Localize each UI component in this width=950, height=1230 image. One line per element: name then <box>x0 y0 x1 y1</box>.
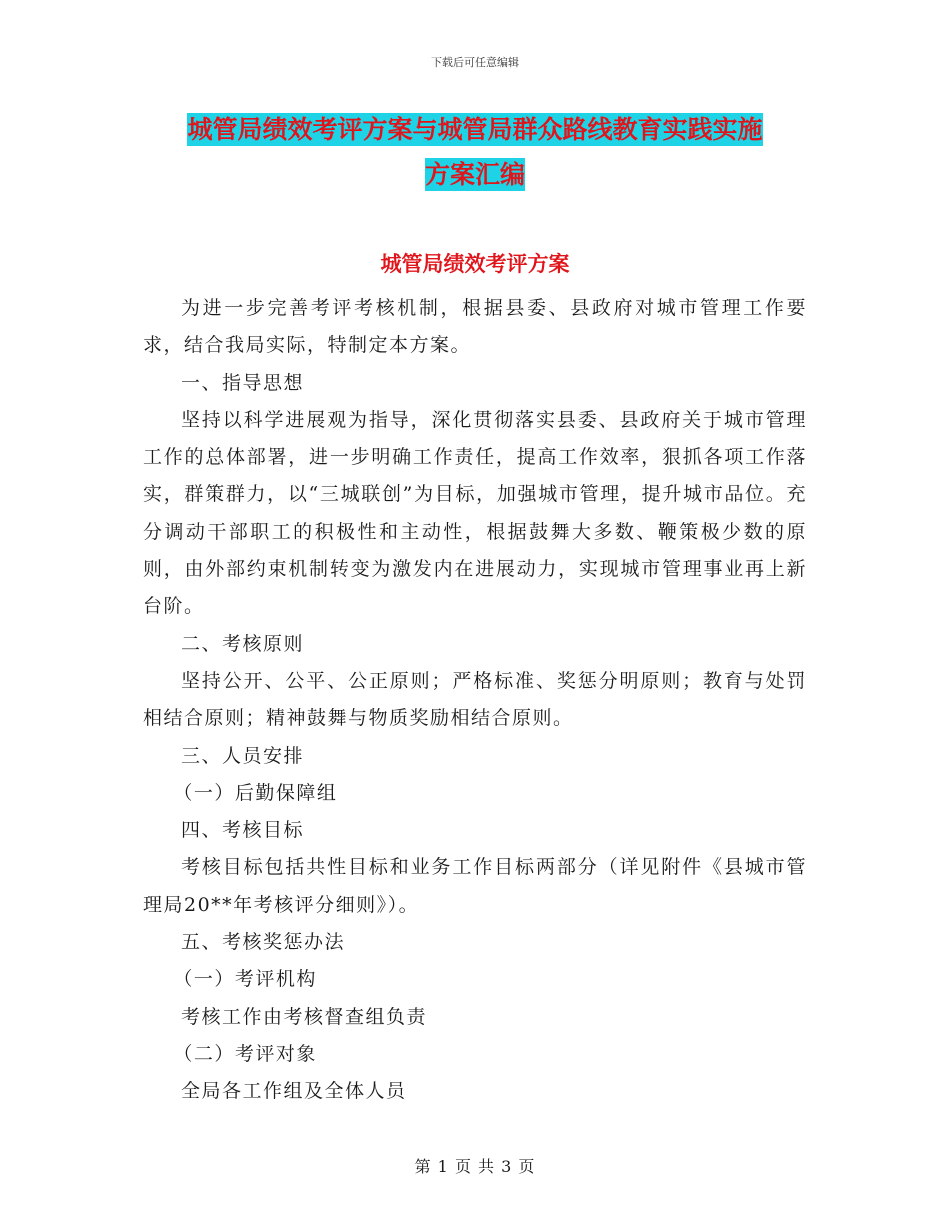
heading: 一、指导思想 <box>181 371 305 394</box>
header-note: 下载后可任意编辑 <box>431 56 519 69</box>
paragraph: 考核目标包括共性目标和业务工作目标两部分（详见附件《县城市管理局20**年考核评分细则》）。 <box>143 856 807 916</box>
heading: 三、人员安排 <box>181 744 305 767</box>
section-title: 城管局绩效考评方案 <box>380 252 570 276</box>
subheading: （二）考评对象 <box>173 1042 317 1065</box>
subheading: （一）后勤保障组 <box>173 781 338 804</box>
paragraph: 坚持公开、公平、公正原则；严格标准、奖惩分明原则；教育与处罚相结合原则；精神鼓舞与物质奖励相结合原则。 <box>143 669 807 730</box>
heading: 四、考核目标 <box>181 819 305 842</box>
document-title-line-2: 方案汇编 <box>424 160 525 189</box>
paragraph: 坚持以科学进展观为指导，深化贯彻落实县委、县政府关于城市管理工作的总体部署，进一步明确工作责任，提高工作效率，狠抓各项工作落实，群策群力，以“三城联创”为目标，加强城市管理，提升城市品位。充分调动干部职工的积极性和主动性，根据鼓舞大多数、鞭策极少数的原则，由外部约束机制转变为激发内在进展动力，实现城市管理事业再上新台阶。 <box>143 408 807 618</box>
document-title-line-1: 城管局绩效考评方案与城管局群众路线教育实践实施 <box>187 115 763 144</box>
paragraph: 考核工作由考核督查组负责 <box>181 1005 428 1028</box>
subheading: （一）考评机构 <box>173 968 317 991</box>
paragraph: 全局各工作组及全体人员 <box>181 1080 407 1103</box>
page-footer: 第 1 页 共 3 页 <box>414 1157 536 1176</box>
paragraph: 为进一步完善考评考核机制，根据县委、县政府对城市管理工作要求，结合我局实际，特制定本方案。 <box>143 297 807 357</box>
heading: 五、考核奖惩办法 <box>181 931 346 954</box>
heading: 二、考核原则 <box>181 632 305 655</box>
document-body <box>143 290 807 1111</box>
